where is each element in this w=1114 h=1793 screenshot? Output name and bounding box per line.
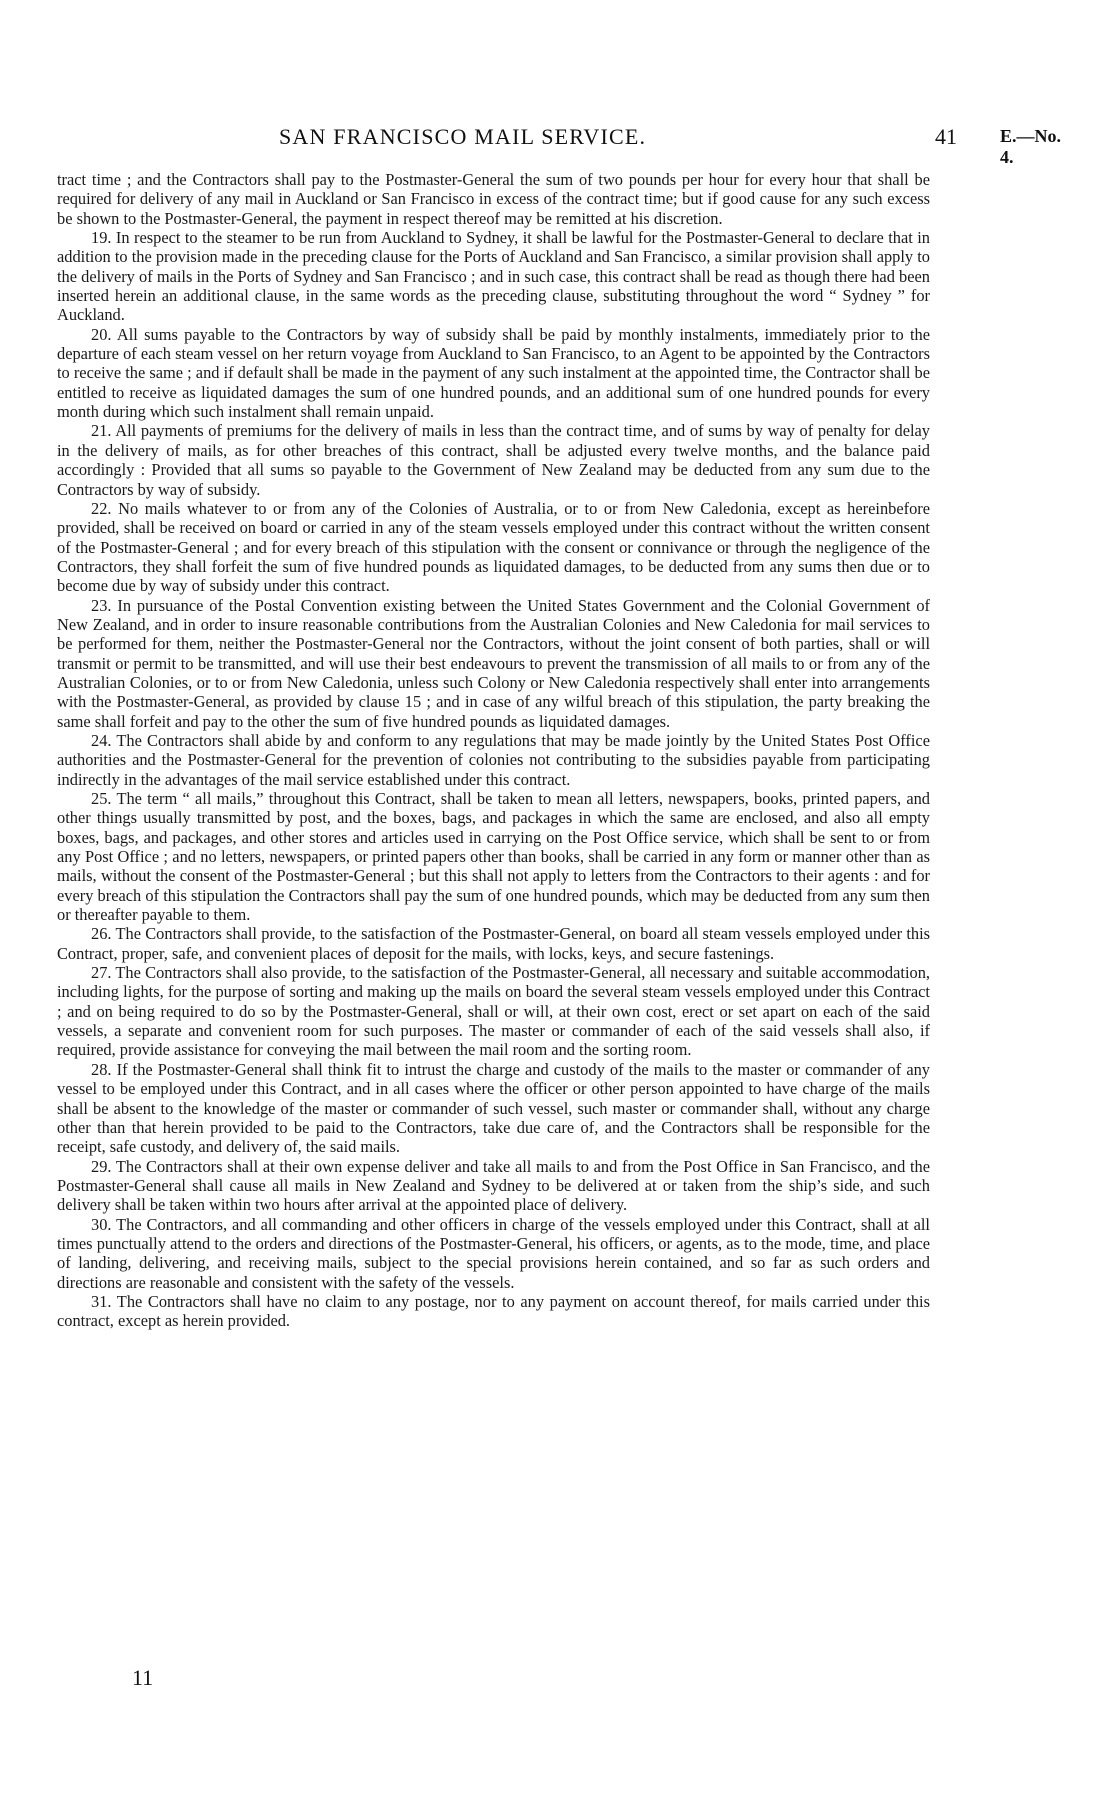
- clause-21: 21. All payments of premiums for the delivery of mails in less than the contract time, and of sums by way of penalty for delay in the delivery of mails, as for other breaches of this contract, shall be adjusted every twelve months, and the balance paid accordingly : Provided that all sums so payable to the Government of New Zealand may be deducted from any sum due to the Contractors by way of subsidy.: [57, 421, 930, 499]
- clause-28: 28. If the Postmaster-General shall think fit to intrust the charge and custody of the mails to the master or commander of any vessel to be employed under this Contract, and in all cases where the officer or other person appointed to have charge of the mails shall be absent to the knowledge of the master or commander of such vessel, such master or commander shall, without any charge other than that herein provided to be paid to the Contractors, take due care of, and the Contractors shall be responsible for the receipt, safe custody, and delivery of, the said mails.: [57, 1059, 930, 1157]
- running-title: SAN FRANCISCO MAIL SERVICE.: [279, 124, 647, 149]
- page-number: 41: [935, 124, 957, 149]
- clause-19: 19. In respect to the steamer to be run from Auckland to Sydney, it shall be lawful for the Postmaster-General to declare that in addition to the provision made in the preceding clause for the Ports of Auckland and San Francisco, a similar provision shall apply to the delivery of mails in the Ports of Sydney and San Francisco ; and in such case, this contract shall be read as though there had been inserted herein an additional clause, in the same words as the preceding clause, substituting throughout the word “ Sydney ” for Auckland.: [57, 228, 930, 325]
- clause-25: 25. The term “ all mails,” throughout this Contract, shall be taken to mean all letters, newspapers, books, printed papers, and other things usually transmitted by post, and the boxes, bags, and packages in which the same are enclosed, and also all empty boxes, bags, and packages, and other stores and articles used in carrying on the Post Office service, which shall be sent to or from any Post Office ; and no letters, newspapers, or printed papers other than books, shall be carried in any form or manner other than as mails, without the consent of the Postmaster-General ; but this shall not apply to letters from the Contractors to their agents : and for every breach of this stipulation the Contractors shall pay the sum of one hundred pounds, which may be deducted from any sum then or thereafter payable to them.: [57, 789, 930, 925]
- document-reference: E.—No. 4.: [1000, 126, 1062, 167]
- clause-29: 29. The Contractors shall at their own expense deliver and take all mails to and from the Post Office in San Francisco, and the Postmaster-General shall cause all mails in New Zealand and Sydney to be delivered at or taken from the ship’s side, and such delivery shall be taken within two hours after arrival at the appointed place of delivery.: [57, 1156, 930, 1215]
- clause-22: 22. No mails whatever to or from any of the Colonies of Australia, or to or from New Caledonia, except as hereinbefore provided, shall be received on board or carried in any of the steam vessels employed under this contract without the written consent of the Postmaster-General ; and for every breach of this stipulation with the consent or connivance or through the negligence of the Contractors, they shall forfeit the sum of five hundred pounds as liquidated damages, to be deducted from any sums then due or to become due by way of subsidy under this contract.: [57, 498, 930, 596]
- printer-signature-mark: 11: [132, 1665, 154, 1690]
- paragraph-continuation: tract time ; and the Contractors shall pay to the Postmaster-General the sum of two pounds per hour for every hour that shall be required for delivery of any mail in Auckland or San Francisco in excess of the contract time; but if good cause for any such excess be shown to the Postmaster-General, the payment in respect thereof may be remitted at his discretion.: [57, 170, 930, 228]
- clause-26: 26. The Contractors shall provide, to the satisfaction of the Postmaster-General, on board all steam vessels employed under this Contract, proper, safe, and convenient places of deposit for the mails, with locks, keys, and secure fastenings.: [57, 924, 930, 963]
- page-header: [55, 124, 1062, 167]
- clause-20: 20. All sums payable to the Contractors by way of subsidy shall be paid by monthly instalments, immediately prior to the departure of each steam vessel on her return voyage from Auckland to San Francisco, to an Agent to be appointed by the Contractors to receive the same ; and if default shall be made in the payment of any such instalment at the appointed time, the Contractor shall be entitled to receive as liquidated damages the sum of one hundred pounds, and an additional sum of one hundred pounds for every month during which such instalment shall remain unpaid.: [57, 324, 930, 422]
- clause-31: 31. The Contractors shall have no claim to any postage, nor to any payment on account thereof, for mails carried under this contract, except as herein provided.: [57, 1291, 930, 1331]
- clause-30: 30. The Contractors, and all commanding and other officers in charge of the vessels employed under this Contract, shall at all times punctually attend to the orders and directions of the Postmaster-General, his officers, or agents, as to the mode, time, and place of landing, delivering, and receiving mails, subject to the special provisions herein contained, and so far as such orders and directions are reasonable and consistent with the safety of the vessels.: [57, 1214, 930, 1292]
- clause-27: 27. The Contractors shall also provide, to the satisfaction of the Postmaster-General, all necessary and suitable accommodation, including lights, for the purpose of sorting and making up the mails on board the several steam vessels employed under this Contract ; and on being required to do so by the Postmaster-General, shall or will, at their own cost, erect or set apart on each of the said vessels, a separate and convenient room for such purposes. The master or commander of each of the said vessels shall also, if required, provide assistance for conveying the mail between the mail room and the sorting room.: [57, 963, 930, 1060]
- body-text: [57, 170, 930, 1331]
- clause-24: 24. The Contractors shall abide by and conform to any regulations that may be made jointly by the United States Post Office authorities and the Postmaster-General for the prevention of colonies not contributing to the subsidies payable from participating indirectly in the advantages of the mail service established under this contract.: [57, 730, 930, 789]
- clause-23: 23. In pursuance of the Postal Convention existing between the United States Government and the Colonial Government of New Zealand, and in order to insure reasonable contributions from the Australian Colonies and New Caledonia for mail services to be performed for them, neither the Postmaster-General nor the Contractors, without the joint consent of both parties, shall or will transmit or permit to be transmitted, and will use their best endeavours to prevent the transmission of all mails to or from any of the Australian Colonies, or to or from New Caledonia, unless such Colony or New Caledonia respectively shall enter into arrangements with the Postmaster-General, as provided by clause 15 ; and in case of any wilful breach of this stipulation, the party breaking the same shall forfeit and pay to the other the sum of five hundred pounds as liquidated damages.: [57, 595, 930, 731]
